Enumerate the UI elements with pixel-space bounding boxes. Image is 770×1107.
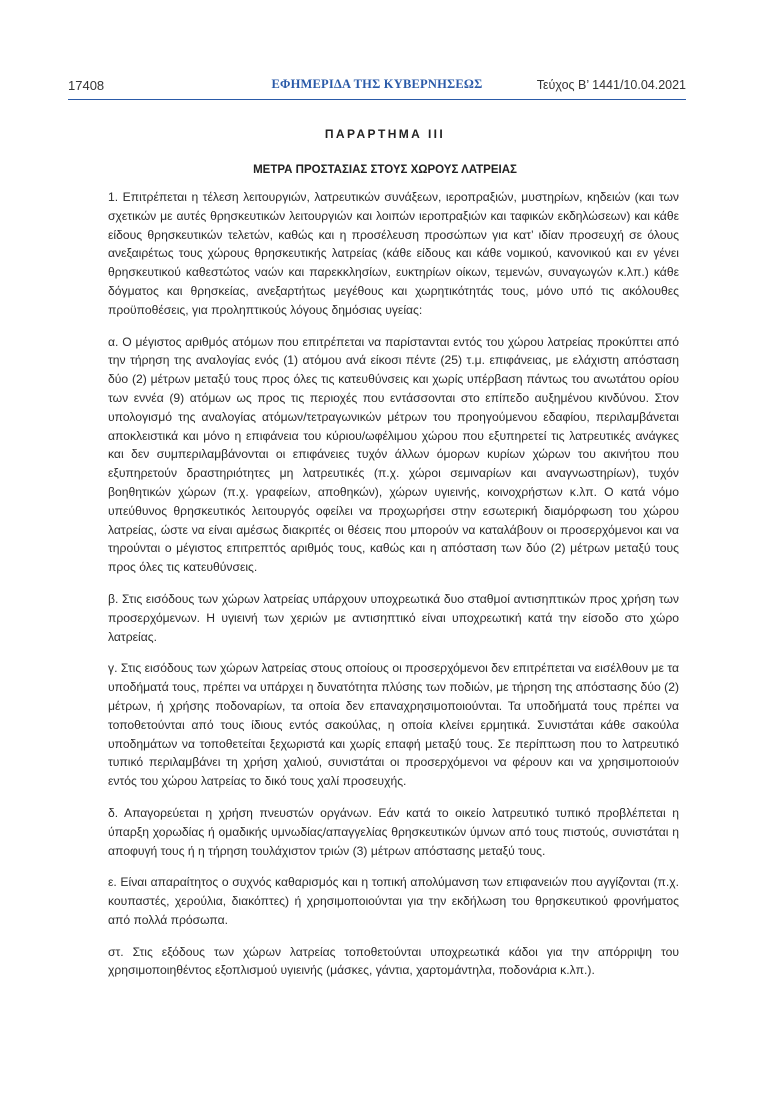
- paragraph-e: ε. Είναι απαραίτητος ο συχνός καθαρισμός και η τοπική απολύμανση των επιφανειών που αγγίζονται (π.χ. κουπαστές, χερούλια, διακόπτες) ή χρησιμοποιούνται για την εκδήλωση του θρησκευτικού φρονήματος από πολλά πρόσωπα.: [108, 875, 679, 927]
- paragraph-d: δ. Απαγορεύεται η χρήση πνευστών οργάνων. Εάν κατά το οικείο λατρευτικό τυπικό προβλέπεται η ύπαρξη χορωδίας ή ομαδικής υμνωδίας/απαγγελίας θρησκευτικών ύμνων από τους πιστούς, συνιστάται η αποφυγή τους ή η τήρηση τουλάχιστον τριών (3) μέτρων απόστασης μεταξύ τους.: [108, 805, 679, 858]
- issue-number: Τεύχος Β’ 1441/10.04.2021: [536, 78, 686, 92]
- annex-label: ΠΑΡΑΡΤΗΜΑ ΙΙΙ: [324, 127, 446, 141]
- document-body: [108, 188, 679, 993]
- gazette-title: ΕΦΗΜΕΡΙΔΑ ΤΗΣ ΚΥΒΕΡΝΗΣΕΩΣ: [271, 77, 483, 91]
- header-rule: [68, 99, 686, 100]
- paragraph-1: 1. Επιτρέπεται η τέλεση λειτουργιών, λατρευτικών συνάξεων, ιεροπραξιών, μυστηρίων, κηδειών (και των σχετικών με αυτές θρησκευτικών λειτουργιών και λοιπών ιεροπραξιών και ταφικών εκδηλώσεων) και κάθε είδους θρησκευτικών τελετών, καθώς και η προσέλευση προσώπων για κατ’ ιδίαν προσευχή σε όλους ανεξαιρέτως τους χώρους θρησκευτικής λατρείας (κάθε είδους και κάθε νομικού, κανονικού και εν γένει θρησκευτικού καθεστώτος ναών και παρεκκλησίων, ευκτηρίων οίκων, τεμενών, συναγωγών κ.λπ.) κάθε δόγματος και θρησκείας, ανεξαρτήτως μεγέθους και χωρητικότητάς τους, μόνο υπό τις ακόλουθες προϋποθέσεις, για προληπτικούς λόγους δημόσιας υγείας:: [108, 190, 679, 317]
- paragraph-a: α. Ο μέγιστος αριθμός ατόμων που επιτρέπεται να παρίστανται εντός του χώρου λατρείας προκύπτει από την τήρηση της αναλογίας ενός (1) ατόμου ανά είκοσι πέντε (25) τ.μ. επιφάνειας, με ελάχιστη απόσταση δύο (2) μέτρων μεταξύ τους προς όλες τις κατευθύνσεις και χωρίς υπέρβαση πάντως του ανωτάτου ορίου των εννέα (9) ατόμων ως προς τις περιοχές που εντάσσονται στο επίπεδο αυξημένου κινδύνου. Στον υπολογισμό της αναλογίας ατόμων/τετραγωνικών μέτρων του προηγούμενου εδαφίου, περιλαμβάνεται αποκλειστικά και μόνο η επιφάνεια του κύριου/ωφέλιμου χώρου που εξυπηρετεί τις λατρευτικές ανάγκες και δεν συμπεριλαμβάνονται οι επιφάνειες τυχόν άλλων όμορων κυρίων χώρων του ακινήτου που εξυπηρετούν δραστηριότητες μη λατρευτικές (π.χ. χώροι σεμιναρίων και αναγνωστηρίων), τυχόν βοηθητικών χώρων (π.χ. γραφείων, αποθηκών), χώρων υγιεινής, κοινοχρήστων κ.λπ. Ο κατά νόμο υπεύθυνος θρησκευτικός λειτουργός οφείλει να προχωρήσει στην εσωτερική διαμόρφωση του χώρου λατρείας, ώστε να είναι αμέσως διακριτές οι θέσεις που μπορούν να καταλάβουν οι προσερχόμενοι και να τηρούνται ο μέγιστος επιτρεπτός αριθμός τους, καθώς και η απόσταση των δύο (2) μέτρων μεταξύ τους προς όλες τις κατευθύνσεις.: [108, 334, 679, 575]
- page-number: 17408: [68, 78, 105, 93]
- page-header: [68, 76, 686, 98]
- paragraph-f: στ. Στις εξόδους των χώρων λατρείας τοποθετούνται υποχρεωτικά κάδοι για την απόρριψη του χρησιμοποιηθέντος εξοπλισμού υγιεινής (μάσκες, γάντια, χαρτομάντηλα, ποδονάρια κ.λπ.).: [108, 944, 679, 978]
- paragraph-b: β. Στις εισόδους των χώρων λατρείας υπάρχουν υποχρεωτικά δυο σταθμοί αντισηπτικών προς χρήση των προσερχόμενων. Η υγιεινή των χεριών με αντισηπτικό είναι υποχρεωτική κατά την είσοδο στο χώρο λατρείας.: [108, 591, 679, 644]
- annex-title: ΜΕΤΡΑ ΠΡΟΣΤΑΣΙΑΣ ΣΤΟΥΣ ΧΩΡΟΥΣ ΛΑΤΡΕΙΑΣ: [253, 164, 517, 176]
- paragraph-c: γ. Στις εισόδους των χώρων λατρείας στους οποίους οι προσερχόμενοι δεν επιτρέπεται να εισέλθουν με τα υποδήματά τους, πρέπει να υπάρχει η δυνατότητα πλύσης των ποδιών, με τήρηση της απόστασης δύο (2) μέτρων, ή χρήσης ποδοναρίων, τα οποία δεν επαναχρησιμοποιούνται. Τα υποδήματά τους πρέπει να τοποθετούνται από τους ίδιους εντός σακούλας, η οποία κλείνει ερμητικά. Συνιστάται κάθε σακούλα υποδημάτων να τοποθετείται ξεχωριστά και χωρίς επαφή μεταξύ τους. Σε περίπτωση που το λατρευτικό τυπικό περιλαμβάνει τη χρήση χαλιού, συνιστάται οι προσερχόμενοι να φέρουν και να χρησιμοποιούν εντός του χώρου λατρείας το δικό τους χαλί προσευχής.: [108, 661, 679, 789]
